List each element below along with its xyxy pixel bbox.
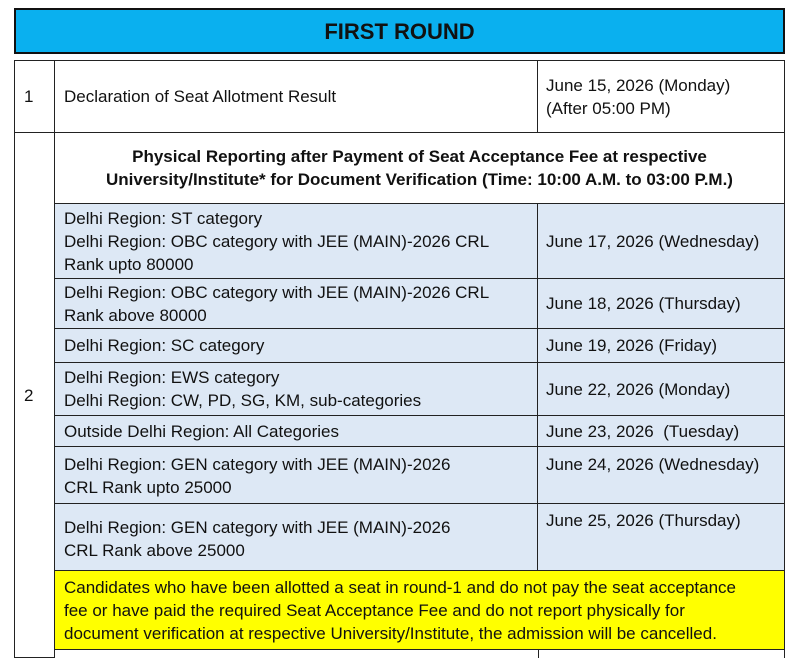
category-line: Delhi Region: OBC category with JEE (MAIN)-2026 CRL xyxy=(64,231,490,251)
note-line: Candidates who have been allotted a seat in round-1 and do not pay the seat acceptance xyxy=(64,577,736,597)
category-line: Delhi Region: ST category xyxy=(64,208,263,228)
category-line: Delhi Region: OBC category with JEE (MAIN)-2026 CRL xyxy=(64,282,490,302)
schedule-table xyxy=(14,8,785,658)
category-line: Delhi Region: GEN category with JEE (MAIN)-2026 xyxy=(64,518,451,537)
date-cell xyxy=(538,504,785,571)
table-header xyxy=(14,8,785,54)
category-line: Delhi Region: EWS category xyxy=(64,368,280,387)
row-number: 1 xyxy=(24,87,34,106)
date-text: June 25, 2026 (Thursday) xyxy=(546,511,741,530)
row-number-cell xyxy=(14,60,55,132)
next-row-edge xyxy=(55,649,785,658)
reporting-heading xyxy=(55,132,785,204)
category-line: Delhi Region: CW, PD, SG, KM, sub-categories xyxy=(64,391,422,410)
category-line: Delhi Region: SC category xyxy=(64,336,265,355)
date-text: June 19, 2026 (Friday) xyxy=(546,336,718,355)
note-line: fee or have paid the required Seat Acceptance Fee and do not report physically for xyxy=(64,600,685,620)
event-cell xyxy=(55,60,538,132)
table-title: FIRST ROUND xyxy=(324,18,475,44)
date-text: June 17, 2026 (Wednesday) xyxy=(546,231,760,251)
cancellation-note xyxy=(55,571,785,649)
category-line: Outside Delhi Region: All Categories xyxy=(64,421,339,441)
category-cell xyxy=(55,416,538,447)
event-text: Declaration of Seat Allotment Result xyxy=(64,87,337,106)
heading-line: University/Institute* for Document Verification (Time: 10:00 A.M. to 03:00 P.M.) xyxy=(106,170,733,189)
category-cell xyxy=(55,329,538,363)
category-cell xyxy=(55,363,538,416)
date-text: June 22, 2026 (Monday) xyxy=(546,379,731,399)
date-cell xyxy=(538,329,785,363)
category-line: CRL Rank above 25000 xyxy=(64,541,245,560)
category-cell xyxy=(55,504,538,571)
date-text: June 18, 2026 (Thursday) xyxy=(546,294,741,313)
note-line: document verification at respective University/Institute, the admission will be cancelled. xyxy=(64,623,717,643)
date-text: June 24, 2026 (Wednesday) xyxy=(546,455,760,474)
category-line: Rank above 80000 xyxy=(64,305,207,325)
date-cell xyxy=(538,279,785,329)
date-text: June 23, 2026 (Tuesday) xyxy=(546,421,740,441)
category-line: CRL Rank upto 25000 xyxy=(64,478,232,497)
category-cell xyxy=(55,447,538,504)
category-cell xyxy=(55,279,538,329)
row-number: 2 xyxy=(24,385,34,405)
date-cell xyxy=(538,363,785,416)
date-cell xyxy=(538,60,785,132)
column-divider xyxy=(538,649,539,658)
category-cell xyxy=(55,204,538,279)
row-number-cell xyxy=(14,132,55,658)
date-cell xyxy=(538,447,785,504)
date-cell xyxy=(538,416,785,447)
heading-line: Physical Reporting after Payment of Seat Acceptance Fee at respective xyxy=(132,147,707,166)
category-line: Rank upto 80000 xyxy=(64,254,194,274)
date-line: June 15, 2026 (Monday) xyxy=(546,75,731,95)
date-cell xyxy=(538,204,785,279)
date-line: (After 05:00 PM) xyxy=(546,98,671,118)
category-line: Delhi Region: GEN category with JEE (MAIN)-2026 xyxy=(64,455,451,474)
